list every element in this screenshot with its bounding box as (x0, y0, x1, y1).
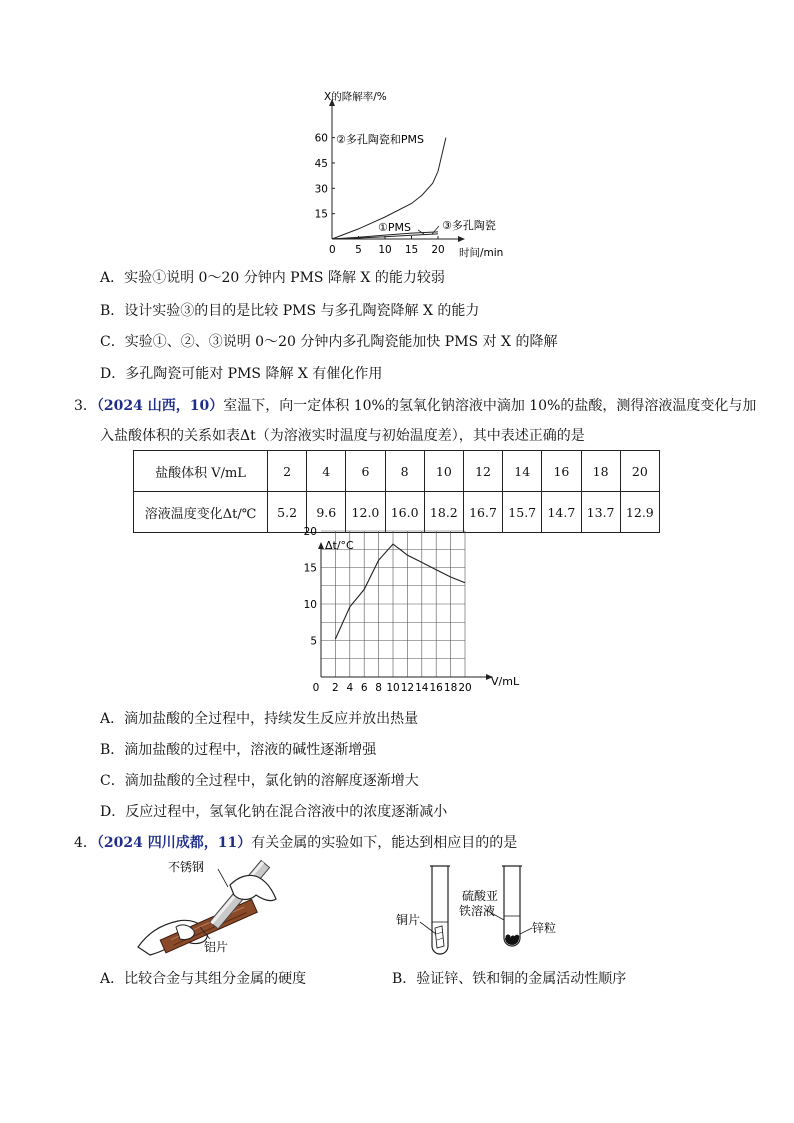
q3-source: （2024 山西，10） (96, 398, 224, 414)
y-tick-label: 45 (314, 157, 328, 170)
test-tube-zinc (502, 866, 522, 946)
label-stainless-steel: 不锈钢 (168, 860, 205, 874)
q4-option-a: A．比较合金与其组分金属的硬度 (100, 971, 307, 987)
label-copper: 铜片 (396, 913, 421, 927)
label-solution-line2: 铁溶液 (459, 904, 496, 918)
x-tick-label: 20 (458, 682, 472, 694)
x-tick-label: 8 (375, 682, 382, 694)
q3-number: 3． (74, 398, 97, 414)
q3-stem-line1 (74, 395, 756, 415)
y-axis-arrow (318, 542, 324, 549)
x-tick-label: 20 (431, 244, 445, 256)
table-cell: 12 (463, 451, 502, 492)
q2-option-c: C．实验①、②、③说明 0～20 分钟内多孔陶瓷能加快 PMS 对 X 的降解 (100, 334, 558, 350)
table-cell: 16.0 (385, 492, 424, 533)
q3-stem-text: 室温下，向一定体积 10%的氢氧化钠溶液中滴加 10%的盐酸，测得溶液温度变化与加 (223, 398, 757, 414)
x-tick-label: 12 (400, 682, 415, 694)
table-cell: 16.7 (463, 492, 502, 533)
q4-source: （2024 四川成都，11） (96, 835, 252, 851)
x-tick-label: 18 (443, 682, 458, 694)
x-tick-label: 14 (415, 682, 429, 694)
y-tick-label: 30 (314, 183, 328, 196)
series-label-pms: ①PMS (378, 221, 411, 234)
y-tick-label: 60 (314, 132, 328, 145)
x-tick-label: 0 (329, 244, 336, 256)
q2-option-d: D．多孔陶瓷可能对 PMS 降解 X 有催化作用 (100, 366, 383, 382)
q2-option-a: A．实验①说明 0～20 分钟内 PMS 降解 X 的能力较弱 (100, 270, 445, 286)
table-cell: 4 (307, 451, 346, 492)
table-row-temp (134, 492, 660, 533)
x-tick-label: 10 (378, 244, 392, 256)
x-tick-label: 10 (386, 682, 400, 694)
table-cell: 12.0 (346, 492, 385, 533)
table-row-label-temp: 溶液温度变化Δt/℃ (134, 492, 268, 533)
q4-stem (74, 832, 517, 852)
q3-option-a: A．滴加盐酸的全过程中，持续发生反应并放出热量 (100, 711, 419, 727)
series-label-ceramic-and-pms: ②多孔陶瓷和PMS (336, 133, 424, 146)
q4-number: 4． (74, 835, 97, 851)
table-cell: 14.7 (542, 492, 581, 533)
q3-stem-line2: 入盐酸体积的关系如表Δt（为溶液实时温度与初始温度差），其中表述正确的是 (100, 428, 585, 444)
table-cell: 2 (268, 451, 307, 492)
y-axis-title: X的降解率/% (324, 91, 387, 103)
label-zinc: 锌粒 (532, 921, 557, 935)
table-row-volume (134, 451, 660, 492)
table-cell: 20 (620, 451, 659, 492)
y-tick-label: 20 (303, 526, 317, 538)
x-tick-label: 4 (346, 682, 354, 694)
right-hand-illustration (230, 875, 276, 900)
x-tick-label: 6 (360, 682, 368, 694)
test-tube-copper (430, 866, 450, 954)
q3-option-b: B．滴加盐酸的过程中，溶液的碱性逐渐增强 (100, 742, 377, 758)
temperature-chart (290, 526, 540, 700)
q4-option-b: B．验证锌、铁和铜的金属活动性顺序 (392, 971, 627, 987)
table-cell: 5.2 (268, 492, 307, 533)
table-cell: 14 (503, 451, 542, 492)
y-tick-label: 15 (303, 562, 317, 575)
q4-stem-text: 有关金属的实验如下，能达到相应目的的是 (251, 835, 518, 851)
x-tick-label: 15 (404, 244, 419, 256)
q3-option-c: C．滴加盐酸的全过程中，氯化钠的溶解度逐渐增大 (100, 773, 419, 789)
figure-b-test-tubes (392, 862, 572, 962)
x-tick-label: 2 (332, 682, 339, 694)
x-axis-title: V/mL (491, 675, 520, 688)
y-tick-label: 5 (310, 635, 317, 648)
x-tick-label: 0 (312, 682, 320, 694)
table-cell: 8 (385, 451, 424, 492)
table-cell: 9.6 (307, 492, 346, 533)
leader-line-pms (418, 230, 424, 234)
table-cell: 18 (581, 451, 620, 492)
q3-data-table (133, 450, 660, 533)
x-tick-label: 16 (429, 682, 443, 694)
leader-line-ceramic (432, 226, 439, 234)
series-label-ceramic: ③多孔陶瓷 (442, 219, 496, 232)
table-cell: 18.2 (424, 492, 463, 533)
x-tick-label: 5 (355, 244, 362, 256)
table-cell: 16 (542, 451, 581, 492)
x-axis-title: 时间/min (459, 247, 504, 259)
table-cell: 6 (346, 451, 385, 492)
label-solution-line1: 硫酸亚 (462, 889, 499, 903)
table-row-label-volume: 盐酸体积 V/mL (134, 451, 268, 492)
y-axis-title: Δt/°C (325, 539, 354, 552)
series-line-temperature (335, 544, 465, 639)
y-tick-label: 15 (314, 208, 328, 221)
figure-a-hardness-test (130, 855, 290, 960)
degradation-chart (300, 88, 520, 268)
x-axis-arrow (458, 236, 465, 242)
y-tick-label: 10 (303, 599, 317, 611)
table-cell: 13.7 (581, 492, 620, 533)
q2-option-b: B．设计实验③的目的是比较 PMS 与多孔陶瓷降解 X 的能力 (100, 303, 480, 319)
table-cell: 12.9 (620, 492, 659, 533)
label-aluminum: 铝片 (204, 940, 229, 954)
table-cell: 10 (424, 451, 463, 492)
table-cell: 15.7 (503, 492, 542, 533)
q3-option-d: D．反应过程中，氢氧化钠在混合溶液中的浓度逐渐减小 (100, 804, 448, 820)
